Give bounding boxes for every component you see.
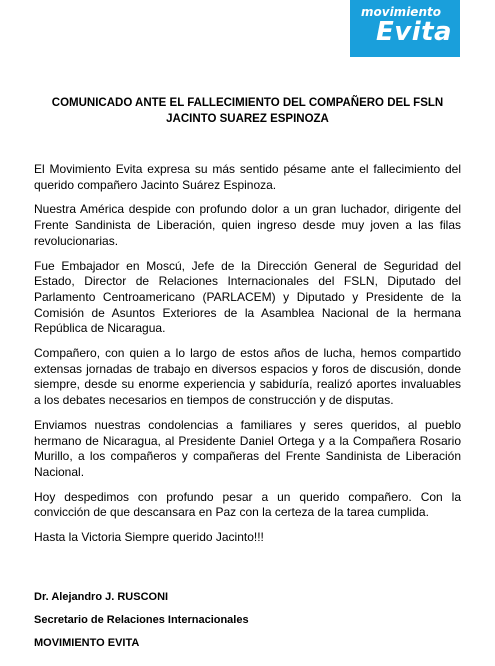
text-line: convicción de que descansara en Paz con la certeza de la tarea cumplida.: [34, 505, 429, 520]
paragraph: [34, 202, 461, 249]
text-line: Estado, Director de Relaciones Internacionales del FSLN, Diputado del: [34, 274, 461, 289]
text-line: a los debates necesarios en tiempos de construcción y de disputas.: [34, 393, 394, 408]
text-line: Murillo, a los compañeros y compañeras del Frente Sandinista de Liberación: [34, 449, 461, 464]
text-line: Hasta la Victoria Siempre querido Jacinto!!!: [34, 530, 264, 545]
paragraph: [34, 530, 461, 546]
text-line: Parlamento Centroamericano (PARLACEM) y Diputado y Presidente de la: [34, 289, 461, 304]
text-line: hermano de Nicaragua, al Presidente Daniel Ortega y a la Compañera Rosario: [34, 433, 461, 448]
logo-text-bottom: Evita: [376, 17, 453, 47]
text-line: Comisión de Asuntos Exteriores de la Asamblea Nacional de la hermana: [34, 305, 461, 320]
paragraph: [34, 259, 461, 338]
paragraph: [34, 162, 461, 193]
paragraph: [34, 418, 461, 481]
text-line: Nacional.: [34, 464, 85, 479]
paragraph: [34, 346, 461, 409]
paragraph: [34, 490, 461, 521]
signatory-organization: MOVIMIENTO EVITA: [34, 637, 140, 649]
text-line: querido compañero Jacinto Suárez Espinoza.: [34, 177, 277, 192]
signatory-position: Secretario de Relaciones Internacionales: [34, 614, 249, 626]
text-line: Nuestra América despide con profundo dolor a un gran luchador, dirigente del: [34, 202, 461, 217]
title-line: COMUNICADO ANTE EL FALLECIMIENTO DEL COMPAÑERO DEL FSLN: [51, 97, 444, 109]
text-line: Enviamos nuestras condolencias a familiares y seres queridos, al pueblo: [34, 417, 461, 432]
signature-block: [34, 592, 249, 661]
text-line: Fue Embajador en Moscú, Jefe de la Dirección General de Seguridad del: [34, 258, 461, 273]
signatory-name: Dr. Alejandro J. RUSCONI: [34, 591, 169, 603]
text-line: revolucionarias.: [34, 233, 119, 248]
text-line: El Movimiento Evita expresa su más sentido pésame ante el fallecimiento del: [34, 162, 461, 176]
document-body: [34, 162, 461, 555]
text-line: Compañero, con quien a lo largo de estos años de lucha, hemos compartido: [34, 346, 461, 361]
text-line: extensas jornadas de trabajo en diversos espacios y foros de discusión, donde: [34, 361, 461, 376]
text-line: Frente Sandinista de Liberación, quien ingreso desde muy joven a las filas: [34, 218, 461, 233]
text-line: siempre, desde su enorme experiencia y sabiduría, realizó aportes invaluables: [34, 377, 461, 392]
document-title: [34, 95, 461, 127]
logo-text-top: movimiento: [361, 5, 441, 19]
title-line: JACINTO SUAREZ ESPINOZA: [166, 113, 329, 125]
text-line: Hoy despedimos con profundo pesar a un querido compañero. Con la: [34, 489, 461, 504]
text-line: República de Nicaragua.: [34, 321, 166, 336]
